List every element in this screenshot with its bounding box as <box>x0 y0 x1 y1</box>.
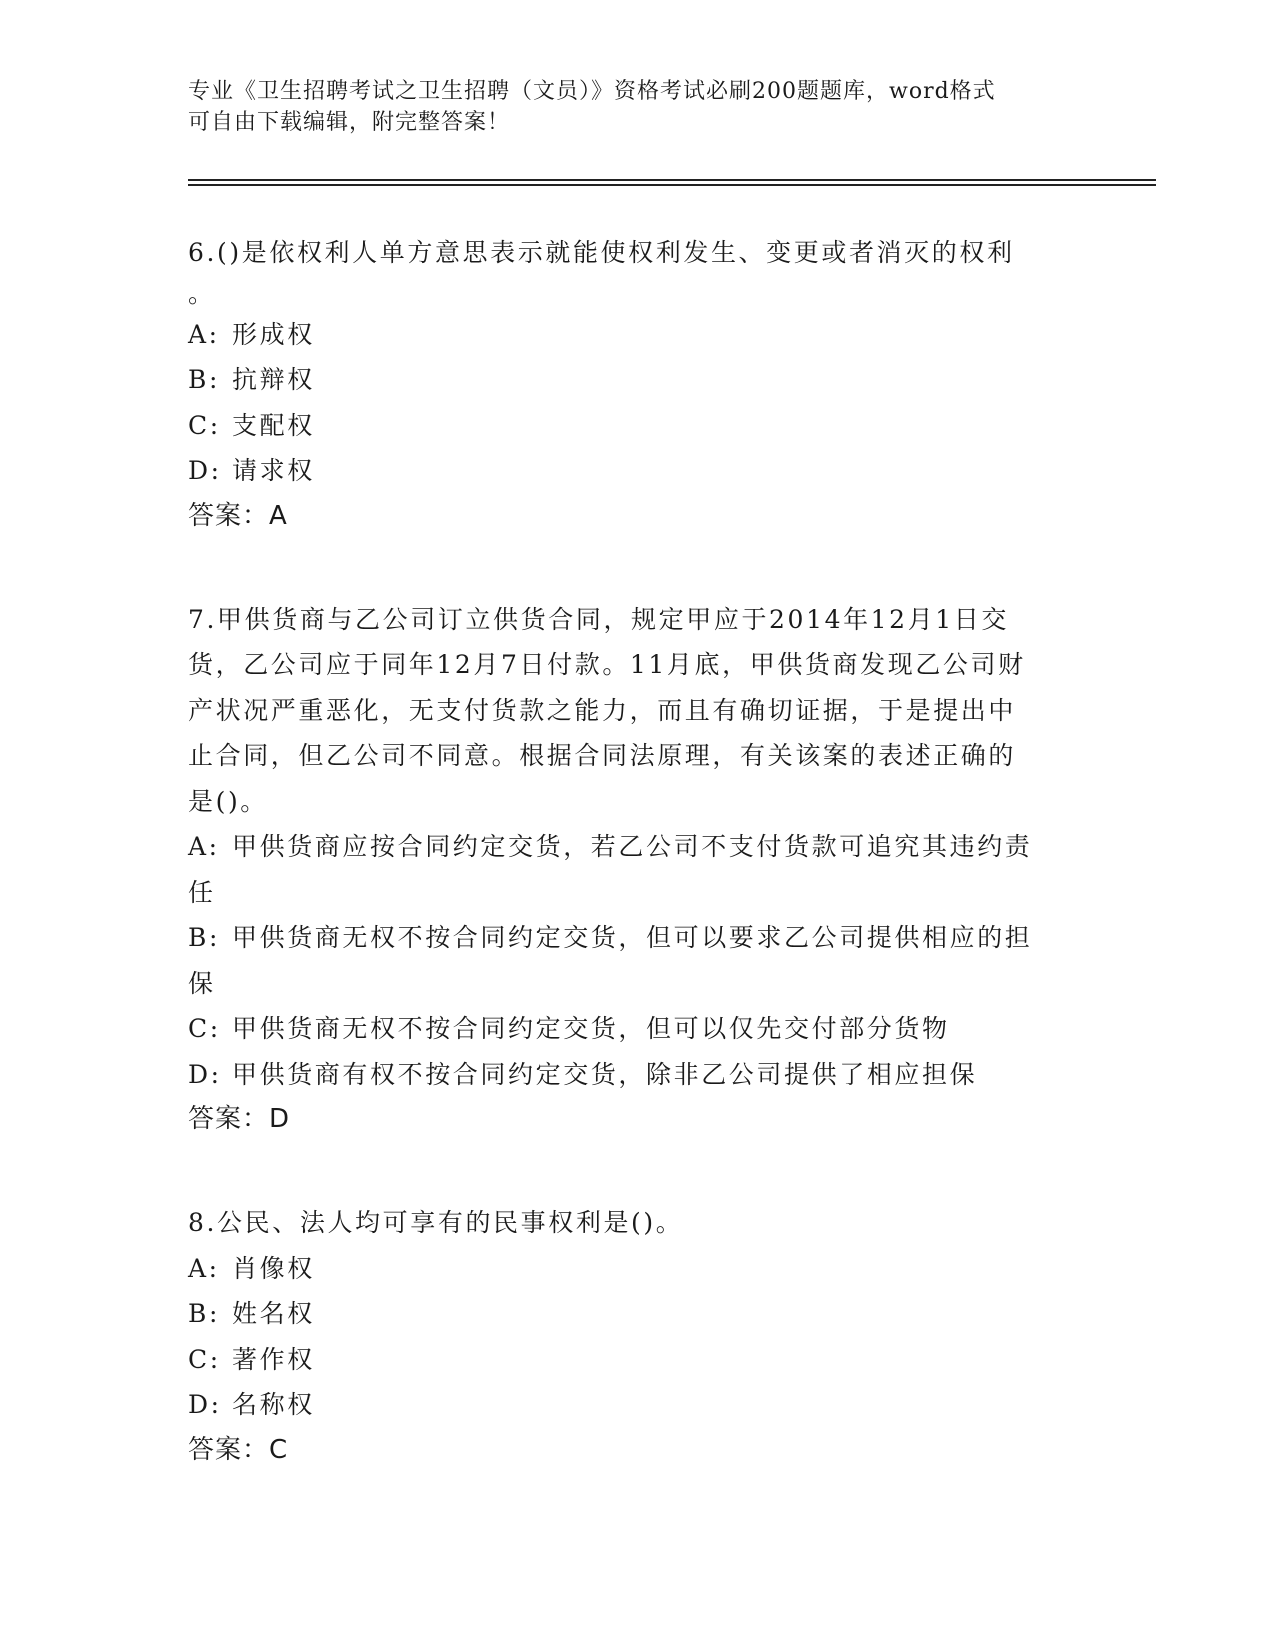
option-text: 甲供货商无权不按合同约定交货，但可以仅先交付部分货物 <box>232 1014 950 1043</box>
option-key: A: <box>188 832 220 861</box>
answer <box>188 1097 1088 1142</box>
answer <box>188 494 1088 539</box>
option-a <box>188 824 1088 870</box>
question-stem: 6.()是依权利人单方意思表示就能使权利发生、变更或者消灭的权利 <box>188 238 1015 267</box>
option-a <box>188 1246 1088 1292</box>
option-key: B: <box>188 1299 220 1328</box>
option-text: 请求权 <box>232 456 315 485</box>
option-a <box>188 312 1088 358</box>
question-stem-continued: 止合同，但乙公司不同意。根据合同法原理，有关该案的表述正确的 <box>188 741 1017 770</box>
answer-label: 答案： <box>188 1434 270 1465</box>
option-d <box>188 448 1088 494</box>
option-text: 肖像权 <box>232 1253 315 1283</box>
answer-value: C <box>269 1434 289 1465</box>
question-stem-continued: 货，乙公司应于同年12月7日付款。11月底，甲供货商发现乙公司财 <box>188 650 1026 679</box>
option-b <box>188 915 1088 961</box>
question-6 <box>188 230 1088 539</box>
answer-value: D <box>269 1104 291 1134</box>
option-c <box>188 1006 1088 1052</box>
option-text: 姓名权 <box>232 1299 315 1328</box>
option-key: C: <box>188 410 221 440</box>
option-text: 著作权 <box>232 1344 315 1374</box>
option-text: 名称权 <box>232 1390 315 1419</box>
option-c <box>188 403 1088 449</box>
option-key: D: <box>188 1059 222 1089</box>
question-stem: 8.公民、法人均可享有的民事权利是()。 <box>188 1208 684 1237</box>
answer-label: 答案： <box>188 1104 270 1134</box>
question-stem-continued: 是()。 <box>188 786 268 816</box>
header-title-line-2: 可自由下载编辑，附完整答案！ <box>188 110 511 135</box>
option-d <box>188 1052 1088 1098</box>
option-text: 甲供货商应按合同约定交货，若乙公司不支付货款可追究其违约责 <box>232 832 1033 861</box>
document-header <box>188 76 1068 138</box>
question-spacer <box>188 1142 1088 1200</box>
question-stem: 7.甲供货商与乙公司订立供货合同，规定甲应于2014年12月1日交 <box>188 604 1009 634</box>
question-stem-continued: 产状况严重恶化，无支付货款之能力，而且有确切证据，于是提出中 <box>188 695 1017 725</box>
question-spacer <box>188 539 1088 597</box>
question-list <box>188 230 1088 1473</box>
answer-label: 答案： <box>188 500 270 531</box>
option-d <box>188 1382 1088 1428</box>
option-text: 形成权 <box>232 319 315 349</box>
question-7 <box>188 597 1088 1143</box>
option-text: 甲供货商无权不按合同约定交货，但可以要求乙公司提供相应的担 <box>232 923 1033 952</box>
option-b <box>188 1291 1088 1337</box>
option-text: 抗辩权 <box>232 365 315 394</box>
option-b <box>188 357 1088 403</box>
option-key: A: <box>188 1253 220 1283</box>
header-divider-top <box>188 179 1156 181</box>
answer <box>188 1428 1088 1473</box>
option-key: A: <box>188 319 220 349</box>
option-text: 支配权 <box>232 410 315 440</box>
question-8 <box>188 1200 1088 1473</box>
option-b-continued: 保 <box>188 968 216 998</box>
header-divider-bottom <box>188 184 1156 186</box>
option-c <box>188 1337 1088 1383</box>
option-a-continued: 任 <box>188 877 216 907</box>
option-key: D: <box>188 456 222 485</box>
option-key: D: <box>188 1390 222 1419</box>
answer-value: A <box>269 500 288 531</box>
header-title-line-1: 专业《卫生招聘考试之卫生招聘（文员）》资格考试必刷200题题库，word格式 <box>188 79 996 104</box>
option-key: C: <box>188 1014 221 1043</box>
option-key: B: <box>188 365 220 394</box>
option-key: B: <box>188 923 220 952</box>
option-text: 甲供货商有权不按合同约定交货，除非乙公司提供了相应担保 <box>232 1059 978 1089</box>
option-key: C: <box>188 1344 221 1374</box>
question-stem-continued: 。 <box>188 278 216 308</box>
